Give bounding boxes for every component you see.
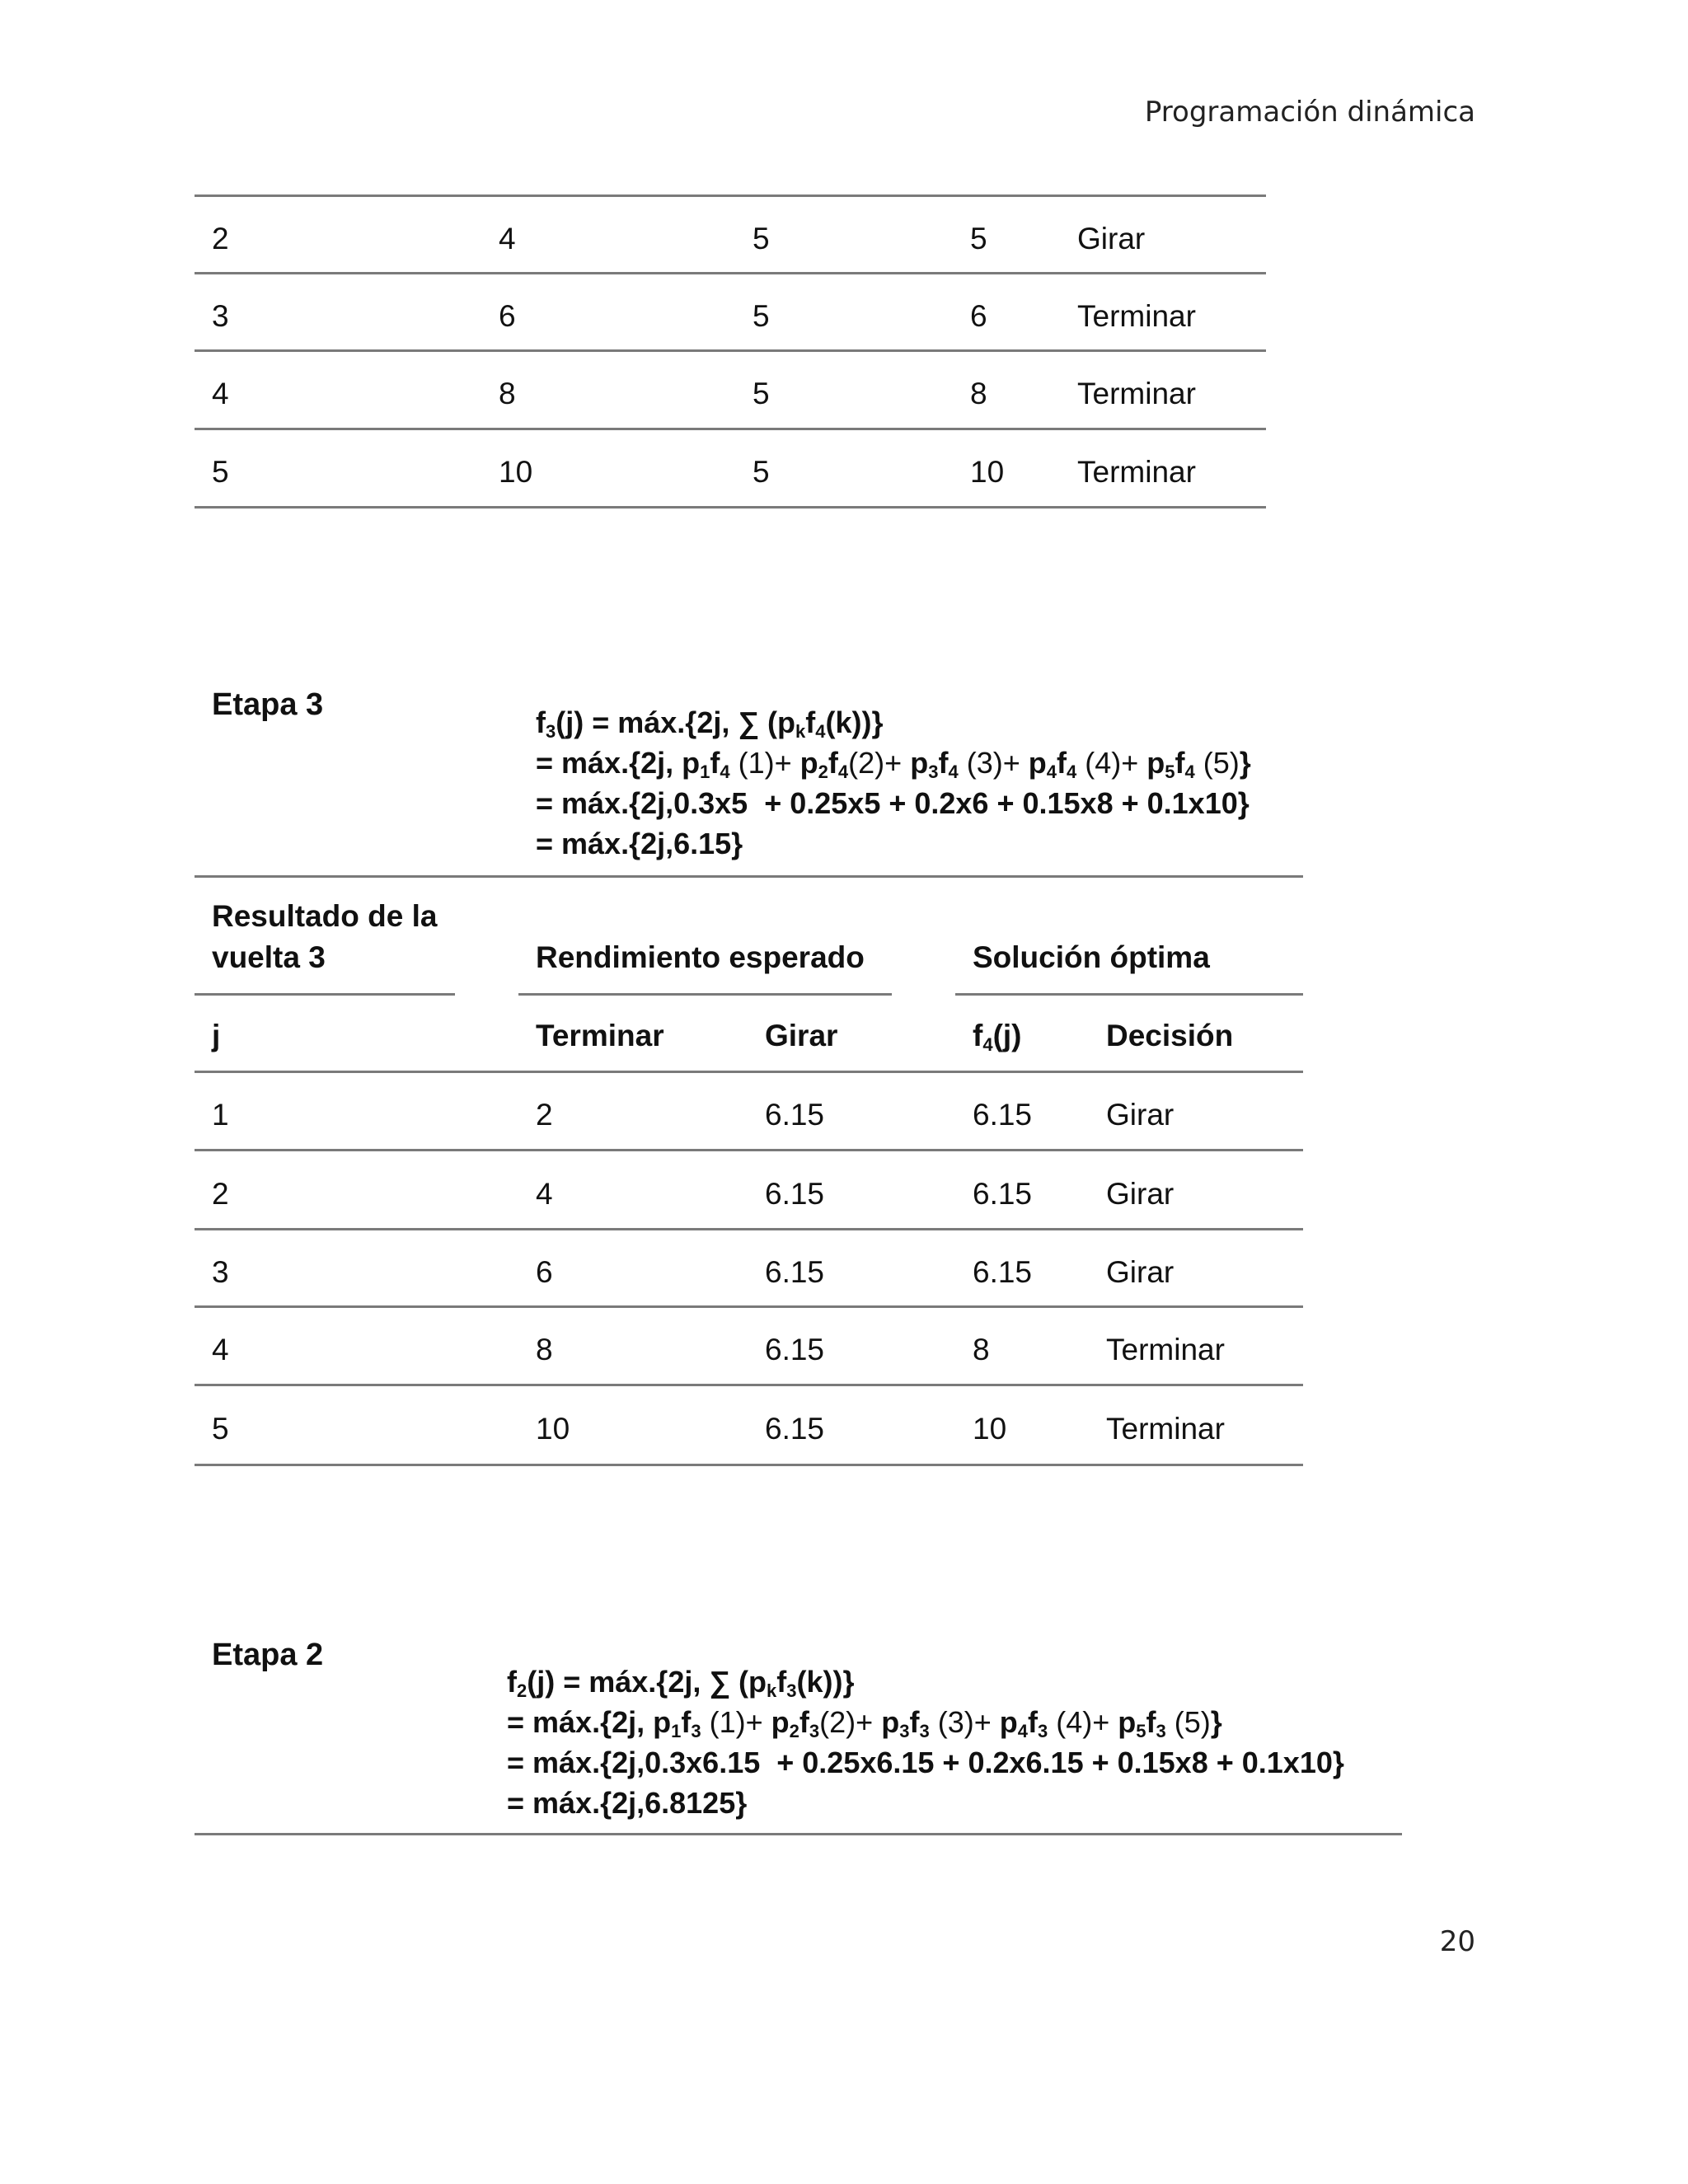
cell: 6: [499, 299, 516, 333]
cell: Terminar: [1106, 1333, 1225, 1366]
formula-line: $f_3(j)$ = máx.{2j, ∑ $(p_kf_4(k))$}: [536, 705, 884, 742]
cell: 10: [499, 455, 533, 489]
cell: 2: [536, 1098, 553, 1132]
cell: 5: [212, 1412, 229, 1446]
cell: 5: [970, 222, 987, 255]
cell: 2: [212, 1177, 229, 1211]
etapa2-title: Etapa 2: [212, 1638, 324, 1672]
row-divider: [195, 1228, 1303, 1230]
cell: 5: [753, 299, 770, 333]
cell: 6.15: [765, 1177, 825, 1211]
cell: 4: [536, 1177, 553, 1211]
etapa3-table-bottom-border: [195, 1464, 1303, 1466]
column-header-terminar: Terminar: [536, 1019, 664, 1052]
cell: 1: [212, 1098, 229, 1132]
cell: 8: [536, 1333, 553, 1366]
formula-line: $f_2(j)$ = máx.{2j, ∑ $(p_kf_3(k))$}: [507, 1665, 855, 1701]
cell: 6: [970, 299, 987, 333]
cell: 8: [970, 377, 987, 410]
table-top-border: [195, 194, 1266, 197]
group-header-divider: [518, 993, 892, 996]
cell: 10: [536, 1412, 570, 1446]
cell: Terminar: [1106, 1412, 1225, 1446]
row-divider: [195, 1384, 1303, 1386]
etapa3-table-top-border: [195, 875, 1303, 878]
cell: 5: [753, 222, 770, 255]
cell: 8: [499, 377, 516, 410]
cell: 6.15: [765, 1412, 825, 1446]
page-number: 20: [1439, 1925, 1475, 1958]
cell: Girar: [1106, 1098, 1175, 1132]
cell: 6.15: [765, 1098, 825, 1132]
header-divider: [195, 1071, 1303, 1073]
etapa2-bottom-border: [195, 1833, 1402, 1835]
row-divider: [195, 1149, 1303, 1151]
cell: 5: [753, 377, 770, 410]
group-header-expected: Rendimiento esperado: [536, 940, 865, 974]
etapa3-title: Etapa 3: [212, 687, 324, 722]
cell: 5: [212, 455, 229, 489]
cell: Terminar: [1077, 455, 1196, 489]
formula-line: = máx.{2j,6.15}: [536, 827, 743, 860]
table-top-bottom-border: [195, 506, 1266, 509]
cell: Girar: [1077, 222, 1146, 255]
formula-line: = máx.{2j,6.8125}: [507, 1786, 748, 1820]
row-divider: [195, 428, 1266, 430]
column-header-girar: Girar: [765, 1019, 838, 1052]
row-divider: [195, 272, 1266, 274]
cell: Terminar: [1077, 377, 1196, 410]
etapa3-formula: [536, 702, 1251, 864]
formula-line: = máx.{2j,0.3x5 + 0.25x5 + 0.2x6 + 0.15x8 + 0.1x10}: [536, 786, 1250, 820]
group-header-optimal: Solución óptima: [973, 940, 1210, 974]
cell: Girar: [1106, 1255, 1175, 1289]
row-divider: [195, 1305, 1303, 1308]
cell: 6.15: [765, 1333, 825, 1366]
cell: 6.15: [973, 1255, 1033, 1289]
column-header-f4: [973, 1018, 1022, 1054]
column-header-j: j: [212, 1019, 221, 1052]
formula-line: = máx.{2j, $p_1f_4$ $(1)+ p_2f_4(2)+ p_3f_4$ $(3)+ p_4f_4$ $(4)+ p_5f_4$ (5)}: [536, 746, 1251, 782]
cell: 6: [536, 1255, 553, 1289]
cell: 2: [212, 222, 229, 255]
row-divider: [195, 349, 1266, 352]
cell: 6.15: [973, 1177, 1033, 1211]
group-header-result: Resultado de la: [212, 899, 438, 933]
cell: 6.15: [765, 1255, 825, 1289]
cell: Girar: [1106, 1177, 1175, 1211]
cell: 4: [212, 377, 229, 410]
group-header-result-line2: vuelta 3: [212, 940, 326, 974]
cell: 3: [212, 1255, 229, 1289]
cell: 3: [212, 299, 229, 333]
group-header-divider: [955, 993, 1303, 996]
cell: Terminar: [1077, 299, 1196, 333]
cell: 4: [212, 1333, 229, 1366]
group-header-divider: [195, 993, 455, 996]
f-argument: (j): [992, 1019, 1022, 1052]
cell: 8: [973, 1333, 990, 1366]
cell: 10: [973, 1412, 1007, 1446]
cell: 6.15: [973, 1098, 1033, 1132]
cell: 4: [499, 222, 516, 255]
etapa2-formula: [507, 1661, 1344, 1823]
column-header-decision: Decisión: [1106, 1019, 1234, 1052]
page-header-title: Programación dinámica: [1144, 96, 1475, 129]
cell: 10: [970, 455, 1005, 489]
cell: 5: [753, 455, 770, 489]
f-label: f: [973, 1019, 983, 1052]
formula-line: = máx.{2j, $p_1f_3$ $(1)+ p_2f_3(2)+ p_3f_3$ $(3)+ p_4f_3$ $(4)+ p_5f_3$ (5)}: [507, 1705, 1222, 1741]
formula-line: = máx.{2j,0.3x6.15 + 0.25x6.15 + 0.2x6.15 + 0.15x8 + 0.1x10}: [507, 1746, 1344, 1779]
f-subscript: 4: [982, 1034, 993, 1055]
